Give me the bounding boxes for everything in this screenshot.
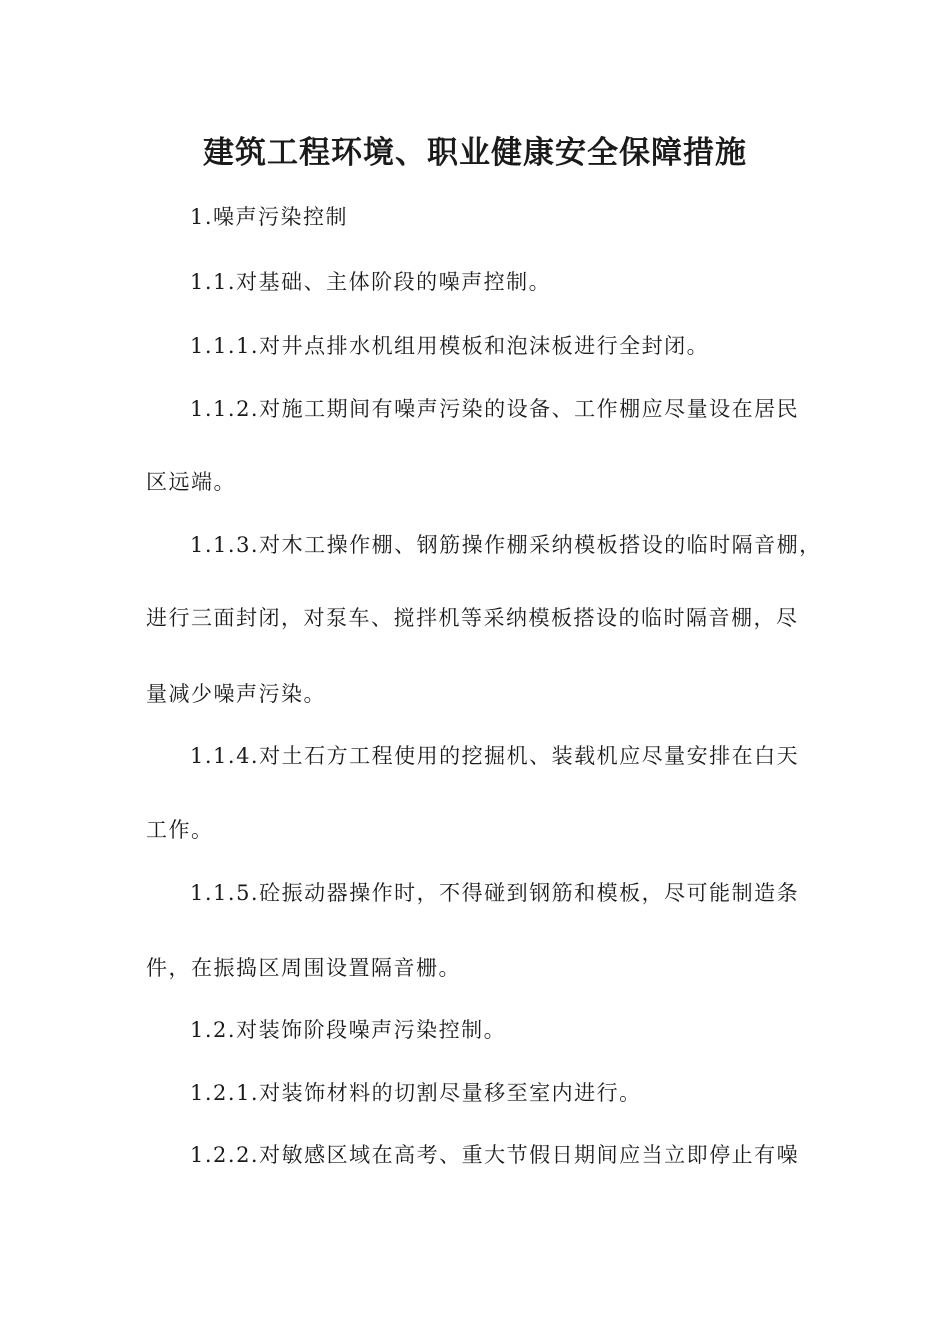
paragraph-line: 1.1.1.对井点排水机组用模板和泡沫板进行全封闭。	[190, 334, 710, 358]
paragraph-line: 工作。	[146, 818, 214, 842]
paragraph-line: 1.1.4.对土石方工程使用的挖掘机、装载机应尽量安排在白天	[190, 744, 800, 768]
subsection-heading: 1.1.对基础、主体阶段的噪声控制。	[190, 270, 552, 294]
paragraph-line: 1.2.2.对敏感区域在高考、重大节假日期间应当立即停止有噪	[190, 1143, 800, 1167]
paragraph-line: 进行三面封闭，对泵车、搅拌机等采纳模板搭设的临时隔音棚，尽	[146, 606, 799, 630]
paragraph-line: 1.1.3.对木工操作棚、钢筋操作棚采纳模板搭设的临时隔音棚，	[190, 533, 822, 557]
paragraph-line: 1.2.1.对装饰材料的切割尽量移至室内进行。	[190, 1081, 642, 1105]
paragraph-line: 量减少噪声污染。	[146, 682, 326, 706]
document-title: 建筑工程环境、职业健康安全保障措施	[203, 135, 747, 171]
paragraph-line: 件，在振捣区周围设置隔音栅。	[146, 956, 461, 980]
paragraph-line: 1.1.5.砼振动器操作时，不得碰到钢筋和模板，尽可能制造条	[190, 881, 800, 905]
subsection-heading: 1.2.对装饰阶段噪声污染控制。	[190, 1018, 507, 1042]
section-heading: 1.噪声污染控制	[190, 205, 349, 229]
paragraph-line: 区远端。	[146, 470, 236, 494]
paragraph-line: 1.1.2.对施工期间有噪声污染的设备、工作棚应尽量设在居民	[190, 397, 800, 421]
